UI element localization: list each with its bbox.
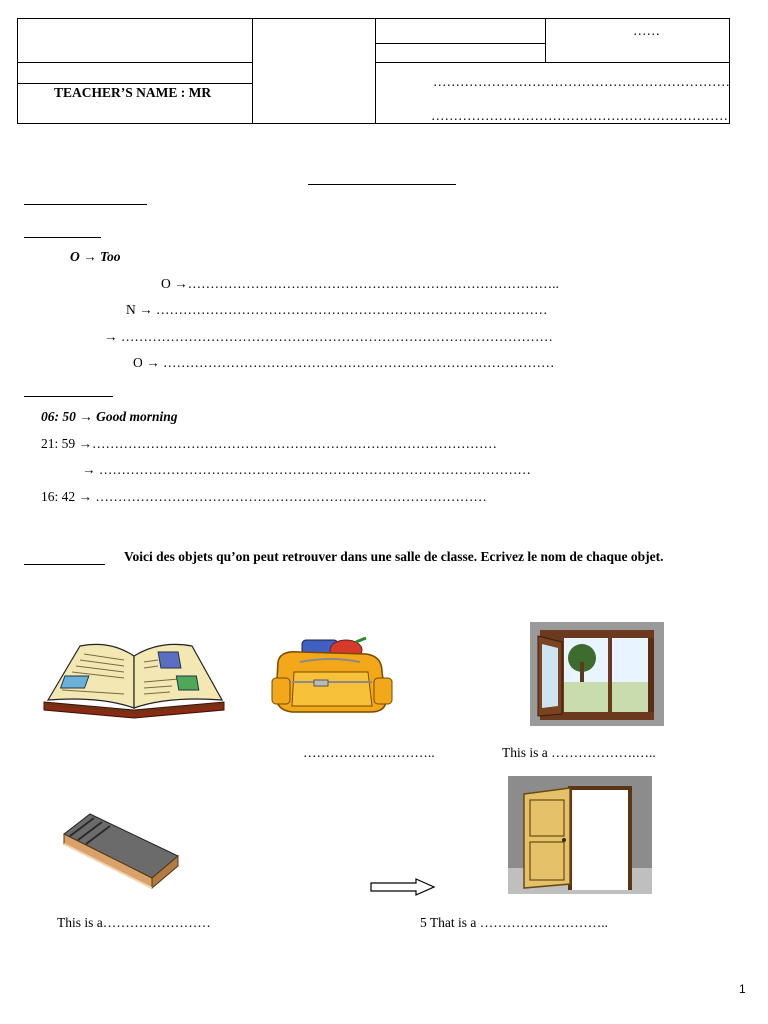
table-divider [545,19,546,62]
caption-eraser: This is a…………………… [57,915,211,930]
open-book-illustration [40,640,228,718]
header-table [17,18,730,124]
dots-line-2: ………………………………………………………… [431,108,728,123]
exercise3-underline [24,564,105,565]
exercise1-underline [24,237,101,238]
exercise2-line-3: 16: 42 → …………………………………………………………………………… [41,489,487,504]
title-underline [308,184,456,185]
caption-bag: ……………….……….. [303,745,435,760]
table-divider [18,83,252,84]
door-illustration [508,776,652,894]
table-divider [375,62,729,63]
exercise2-line-1: 21: 59 →……………………………………………………………………………… [41,436,498,451]
dots-small: …… [633,23,660,38]
dots-line-1: ………………………………………………………… [433,74,730,89]
exercise1-line-1: O →……………………………………………………………………….. [161,276,559,291]
table-divider [375,43,545,44]
caption-window: This is a ……………….….. [502,745,656,760]
arrow-icon [370,878,436,896]
exercise2-underline [24,396,113,397]
window-illustration [530,622,664,726]
board-eraser-illustration [56,812,180,890]
exercise2-example: 06: 50 → Good morning [41,409,178,424]
table-divider [18,62,252,63]
page-number: 1 [739,982,746,996]
exercise1-line-2: N → …………………………………………………………………………… [126,302,548,317]
exercise1-example: O → Too [70,249,121,264]
table-divider [375,19,376,123]
exercise1-line-3: → …………………………………………………………………………………… [104,329,553,344]
exercise2-line-2: → …………………………………………………………………………………… [82,462,531,477]
section-underline [24,204,147,205]
school-bag-illustration [270,636,394,716]
teacher-name-label: TEACHER’S NAME : MR [54,85,212,100]
table-divider [252,19,253,123]
caption-door: 5 That is a ……………………….. [420,915,608,930]
exercise1-line-4: O → …………………………………………………………………………… [133,355,555,370]
exercise3-instruction: Voici des objets qu’on peut retrouver dans une salle de classe. Ecrivez le nom de chaque objet. [124,549,664,564]
